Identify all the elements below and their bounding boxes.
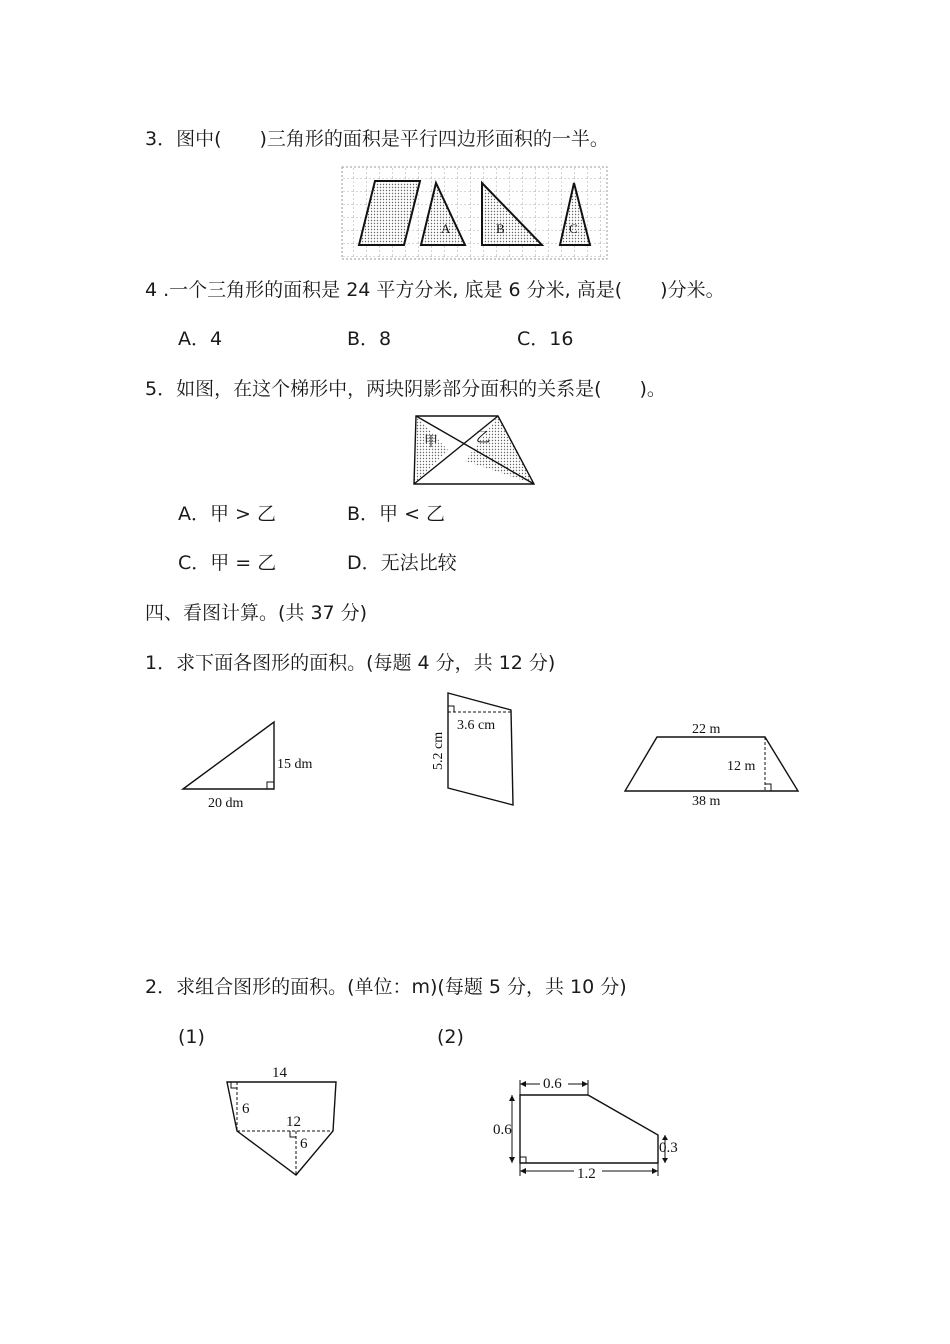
- sub1-label: (1): [178, 1026, 205, 1048]
- composite-figure-1: [220, 1060, 345, 1180]
- composite2-right-label: 0.3: [659, 1140, 678, 1156]
- q5-option-d[interactable]: D．无法比较: [347, 552, 457, 574]
- jia-shaded-region: [414, 416, 448, 484]
- trapezoid-top-label: 22 m: [692, 722, 721, 737]
- triangle-a-label: A: [441, 221, 451, 236]
- parallelogram-side-label: 5.2 cm: [431, 731, 446, 770]
- trapezoid-height-label: 12 m: [727, 759, 756, 774]
- q5-option-a[interactable]: A．甲 > 乙: [178, 503, 276, 525]
- triangle-height-label: 15 dm: [277, 757, 313, 772]
- q5-trapezoid-figure: [410, 412, 540, 488]
- composite1-left-height-label: 6: [242, 1101, 250, 1117]
- parallelogram-height-label: 3.6 cm: [457, 718, 496, 733]
- parallelogram-figure: [425, 688, 525, 813]
- yi-label: 乙: [476, 431, 490, 446]
- section4-title: 四、看图计算。(共 37 分): [145, 602, 368, 624]
- q4-option-a[interactable]: A．4: [178, 328, 223, 350]
- s4q2-text: 2．求组合图形的面积。(单位：m)(每题 5 分，共 10 分): [145, 976, 627, 998]
- composite1-top-label: 14: [272, 1065, 287, 1081]
- composite2-bottom-label: 1.2: [577, 1166, 596, 1182]
- q4-option-c[interactable]: C．16: [517, 328, 574, 350]
- trapezoid-bottom-label: 38 m: [692, 794, 721, 809]
- triangle-b-label: B: [496, 221, 505, 236]
- composite-figure-2: [488, 1068, 688, 1183]
- s4q1-text: 1．求下面各图形的面积。(每题 4 分，共 12 分): [145, 652, 556, 674]
- q4-option-b[interactable]: B．8: [347, 328, 392, 350]
- composite2-top-label: 0.6: [543, 1076, 562, 1092]
- jia-label: 甲: [424, 435, 438, 450]
- composite1-lower-height-label: 6: [300, 1136, 308, 1152]
- q5-option-b[interactable]: B．甲 < 乙: [347, 503, 446, 525]
- q3-text: 3．图中( )三角形的面积是平行四边形面积的一半。: [145, 128, 609, 150]
- right-triangle-figure: [178, 715, 338, 815]
- composite1-middle-label: 12: [286, 1114, 301, 1130]
- q5-text: 5．如图，在这个梯形中，两块阴影部分面积的关系是( )。: [145, 378, 666, 400]
- sub2-label: (2): [437, 1026, 464, 1048]
- trapezoid-figure: [620, 715, 805, 810]
- q3-figure: [340, 165, 610, 263]
- composite2-left-label: 0.6: [493, 1122, 512, 1138]
- triangle-base-label: 20 dm: [208, 796, 244, 811]
- q4-text: 4 .一个三角形的面积是 24 平方分米, 底是 6 分米, 高是( )分米。: [145, 279, 725, 301]
- q5-option-c[interactable]: C．甲 = 乙: [178, 552, 277, 574]
- triangle-c-label: C: [569, 221, 578, 236]
